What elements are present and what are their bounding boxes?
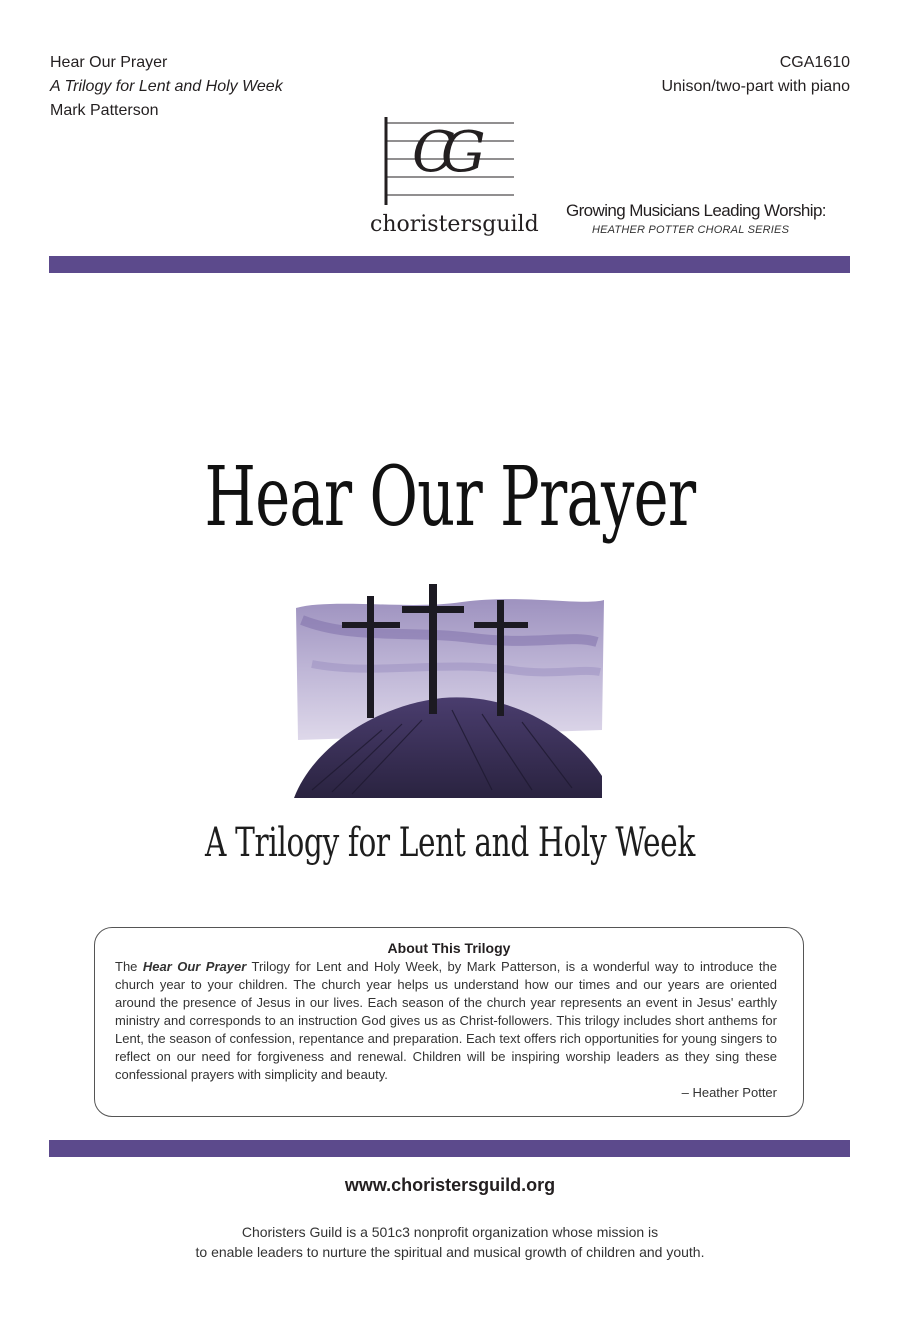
header-composer: Mark Patterson: [50, 102, 159, 119]
mission-line-1: Choristers Guild is a 501c3 nonprofit organization whose mission is: [241, 1224, 659, 1240]
logo-monogram: CG: [412, 120, 472, 185]
voicing: Unison/two-part with piano: [661, 78, 850, 95]
about-body: The Hear Our Prayer Trilogy for Lent and Holy Week, by Mark Patterson, is a wonderful way to introduce the church year to your children. The church year helps us understand how our times and our years are oriented around the presence of Jesus in our lives. Each season of the church year represents an event in Jesus' earthly ministry and corresponds to an instruction God gives us as Christ-followers. This trilogy includes short anthems for Lent, the season of confession, repentance and preparation. Each text offers rich opportunities for young singers to reflect on our need for forgiveness and renewal. Children will be inspiring worship leaders as they sing these confessional prayers with simplicity and beauty.: [115, 959, 777, 1082]
series-line-1: Growing Musicians Leading Worship:: [566, 201, 826, 220]
about-box: [94, 927, 804, 1117]
top-divider: [49, 256, 850, 273]
main-subtitle: A Trilogy for Lent and Holy Week: [205, 820, 695, 866]
mission-line-2: to enable leaders to nurture the spiritual and musical growth of children and youth.: [195, 1244, 705, 1260]
about-heading: About This Trilogy: [387, 940, 511, 956]
three-crosses-illustration: [292, 580, 606, 802]
about-signature: – Heather Potter: [681, 1085, 777, 1100]
logo-wordmark: choristersguild: [370, 212, 539, 237]
main-title: Hear Our Prayer: [204, 450, 696, 545]
website-link[interactable]: www.choristersguild.org: [344, 1175, 556, 1195]
series-line-2: HEATHER POTTER CHORAL SERIES: [592, 224, 790, 236]
main-subtitle-wrap: [0, 820, 900, 866]
main-title-wrap: [0, 450, 900, 545]
header-title: Hear Our Prayer: [50, 54, 168, 71]
catalog-number: CGA1610: [779, 54, 850, 71]
bottom-divider: [49, 1140, 850, 1157]
header-subtitle: A Trilogy for Lent and Holy Week: [50, 78, 283, 95]
